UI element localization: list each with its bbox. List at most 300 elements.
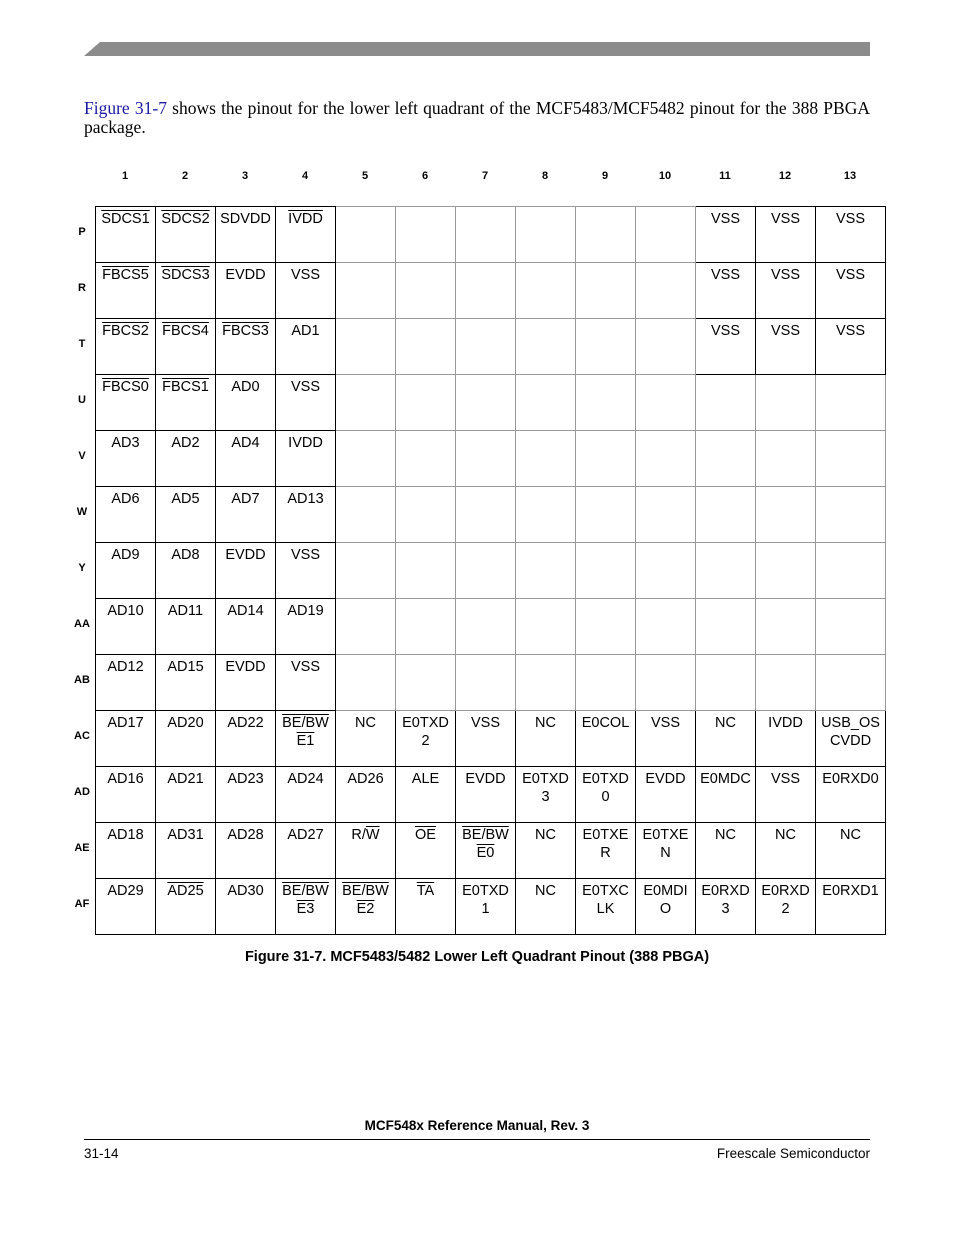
pin-name: E0COL xyxy=(581,715,630,731)
pin-name: AD31 xyxy=(167,827,204,843)
pin-cell xyxy=(696,319,756,375)
pin-name: VSS xyxy=(290,659,320,675)
empty-cell xyxy=(756,543,816,599)
pin-cell xyxy=(636,767,696,823)
pin-cell xyxy=(216,711,276,767)
empty-cell xyxy=(456,375,516,431)
pin-name: FBCS2 xyxy=(102,323,149,339)
pin-cell xyxy=(276,487,336,543)
pin-name: E0TXD xyxy=(522,771,569,787)
pin-name: AD28 xyxy=(227,827,264,843)
pin-cell xyxy=(396,767,456,823)
pin-name: $\overline{TA}$ xyxy=(416,883,435,899)
pin-name: VSS xyxy=(650,715,680,731)
figure-caption: Figure 31-7. MCF5483/5482 Lower Left Quadrant Pinout (388 PBGA) xyxy=(244,949,710,965)
pin-name: AD30 xyxy=(227,883,264,899)
empty-cell xyxy=(336,431,396,487)
pin-name: VSS xyxy=(770,771,800,787)
empty-cell xyxy=(336,655,396,711)
pin-cell xyxy=(156,263,216,319)
pin-name: E0TXD xyxy=(582,771,629,787)
empty-cell xyxy=(516,599,576,655)
empty-cell xyxy=(576,487,636,543)
row-header: AE xyxy=(74,842,90,854)
empty-cell xyxy=(756,431,816,487)
pin-cell xyxy=(576,767,636,823)
pin-name: BE/BW xyxy=(342,883,389,899)
pin-name: AD15 xyxy=(167,659,204,675)
pin-name: $R/\overline{W}$ xyxy=(351,827,380,843)
table-row xyxy=(96,879,886,935)
pin-cell xyxy=(216,319,276,375)
pin-name: E0MDI xyxy=(643,883,688,899)
empty-cell xyxy=(636,543,696,599)
pin-cell xyxy=(396,879,456,935)
pin-cell xyxy=(96,319,156,375)
table-row xyxy=(96,767,886,823)
pin-name: IVDD xyxy=(288,435,323,451)
pin-name-line2: N xyxy=(660,845,671,861)
pin-cell xyxy=(516,879,576,935)
pin-name: E0TXC xyxy=(582,883,629,899)
pin-name: BE/BW xyxy=(462,827,509,843)
pin-name: E0TXD xyxy=(462,883,509,899)
header-bar xyxy=(84,42,870,56)
pin-cell xyxy=(96,487,156,543)
pin-name: AD22 xyxy=(227,715,264,731)
empty-cell xyxy=(696,599,756,655)
pin-cell xyxy=(756,767,816,823)
pin-cell xyxy=(816,823,886,879)
pin-name: E0MDC xyxy=(700,771,751,787)
pin-cell xyxy=(516,767,576,823)
pin-cell xyxy=(576,879,636,935)
pin-cell xyxy=(816,263,886,319)
pin-name-line2: E1 xyxy=(296,733,315,749)
pin-cell xyxy=(576,823,636,879)
pin-name-line2: 2 xyxy=(421,733,430,749)
figure-link[interactable]: Figure 31-7 xyxy=(84,98,167,118)
pin-name-line2: CVDD xyxy=(829,733,872,749)
empty-cell xyxy=(336,543,396,599)
column-header: 2 xyxy=(181,170,189,182)
pin-cell xyxy=(636,823,696,879)
pin-name: E0RXD xyxy=(761,883,810,899)
pin-cell xyxy=(816,767,886,823)
pin-name: AD29 xyxy=(107,883,144,899)
pin-name: $\overline{OE}$ xyxy=(415,827,436,843)
pin-name: AD10 xyxy=(107,603,144,619)
pin-name: AD18 xyxy=(107,827,144,843)
table-row xyxy=(96,431,886,487)
empty-cell xyxy=(576,431,636,487)
pin-cell xyxy=(216,207,276,263)
empty-cell xyxy=(696,375,756,431)
pin-name: SDCS1 xyxy=(101,211,150,227)
table-row xyxy=(96,823,886,879)
pin-name: AD1 xyxy=(291,323,320,339)
empty-cell xyxy=(336,599,396,655)
pin-name: AD3 xyxy=(111,435,140,451)
pin-name: AD7 xyxy=(231,491,260,507)
pin-cell xyxy=(756,879,816,935)
row-header: W xyxy=(76,506,88,518)
pin-cell xyxy=(756,823,816,879)
pin-name: IVDD xyxy=(288,211,323,227)
pin-cell xyxy=(276,319,336,375)
empty-cell xyxy=(636,655,696,711)
pin-cell xyxy=(276,823,336,879)
pin-cell xyxy=(96,879,156,935)
footer-rule xyxy=(84,1139,870,1140)
pin-cell xyxy=(96,599,156,655)
pin-name: AD27 xyxy=(287,827,324,843)
pin-name: NC xyxy=(355,715,376,731)
empty-cell xyxy=(756,487,816,543)
intro-text: shows the pinout for the lower left quadrant of the MCF5483/MCF5482 pinout for the 388 PBGA package. xyxy=(84,98,870,137)
pin-name: VSS xyxy=(470,715,500,731)
row-header: V xyxy=(78,450,86,462)
pin-cell xyxy=(276,767,336,823)
pin-cell xyxy=(336,767,396,823)
pin-cell xyxy=(156,431,216,487)
pin-cell xyxy=(96,207,156,263)
pin-cell xyxy=(816,879,886,935)
pin-name-line2: 1 xyxy=(481,901,490,917)
table-row xyxy=(96,655,886,711)
empty-cell xyxy=(576,543,636,599)
pin-cell xyxy=(96,767,156,823)
pin-name: BE/BW xyxy=(282,883,329,899)
pin-cell xyxy=(756,207,816,263)
empty-cell xyxy=(516,487,576,543)
empty-cell xyxy=(396,207,456,263)
empty-cell xyxy=(576,207,636,263)
empty-cell xyxy=(396,319,456,375)
row-header: Y xyxy=(78,562,86,574)
pin-cell xyxy=(96,375,156,431)
intro-paragraph xyxy=(84,99,870,137)
empty-cell xyxy=(636,375,696,431)
column-header: 1 xyxy=(121,170,129,182)
pin-name: FBCS1 xyxy=(162,379,209,395)
pin-name: FBCS4 xyxy=(162,323,209,339)
empty-cell xyxy=(456,487,516,543)
table-row xyxy=(96,207,886,263)
pin-cell xyxy=(96,263,156,319)
empty-cell xyxy=(516,207,576,263)
pin-cell xyxy=(336,711,396,767)
pin-name: EVDD xyxy=(225,547,266,563)
pin-cell xyxy=(336,879,396,935)
empty-cell xyxy=(456,319,516,375)
pin-name: AD4 xyxy=(231,435,260,451)
empty-cell xyxy=(516,263,576,319)
pin-name: VSS xyxy=(835,211,865,227)
pin-name: NC xyxy=(775,827,796,843)
empty-cell xyxy=(816,543,886,599)
pin-cell xyxy=(456,767,516,823)
pin-cell xyxy=(156,879,216,935)
pin-cell xyxy=(96,711,156,767)
empty-cell xyxy=(336,207,396,263)
pin-name: NC xyxy=(535,827,556,843)
pin-name: VSS xyxy=(770,323,800,339)
pin-cell xyxy=(216,879,276,935)
empty-cell xyxy=(816,655,886,711)
empty-cell xyxy=(576,263,636,319)
pin-name: EVDD xyxy=(225,659,266,675)
pin-name: SDCS2 xyxy=(161,211,210,227)
pin-name: AD8 xyxy=(171,547,200,563)
pin-name-line2: 0 xyxy=(601,789,610,805)
pin-cell xyxy=(756,319,816,375)
pin-name: VSS xyxy=(710,267,740,283)
pin-name: NC xyxy=(535,715,556,731)
pin-name: FBCS0 xyxy=(102,379,149,395)
pin-cell xyxy=(816,319,886,375)
pin-name: VSS xyxy=(290,547,320,563)
pinout-table xyxy=(95,206,886,935)
pin-name: E0TXE xyxy=(642,827,689,843)
empty-cell xyxy=(696,487,756,543)
pin-cell xyxy=(216,767,276,823)
empty-cell xyxy=(636,487,696,543)
pin-name: NC xyxy=(535,883,556,899)
pin-name: AD21 xyxy=(167,771,204,787)
pin-name: AD19 xyxy=(287,603,324,619)
pin-cell xyxy=(276,655,336,711)
row-header: P xyxy=(78,226,86,238)
pin-name-line2: 3 xyxy=(541,789,550,805)
pin-cell xyxy=(696,207,756,263)
pin-cell xyxy=(276,711,336,767)
pin-cell xyxy=(96,655,156,711)
column-header: 11 xyxy=(719,170,731,182)
pin-name: EVDD xyxy=(465,771,506,787)
row-header: AF xyxy=(74,898,90,910)
pin-name: E0RXD1 xyxy=(822,883,879,899)
empty-cell xyxy=(396,599,456,655)
pin-name: ALE xyxy=(411,771,440,787)
pin-cell xyxy=(276,431,336,487)
pin-cell xyxy=(276,879,336,935)
empty-cell xyxy=(576,599,636,655)
pin-name: NC xyxy=(715,715,736,731)
table-row xyxy=(96,543,886,599)
empty-cell xyxy=(336,487,396,543)
pin-cell xyxy=(156,711,216,767)
pin-name: AD26 xyxy=(347,771,384,787)
row-header: T xyxy=(78,338,86,350)
empty-cell xyxy=(576,655,636,711)
empty-cell xyxy=(456,263,516,319)
pin-cell xyxy=(696,879,756,935)
empty-cell xyxy=(756,599,816,655)
empty-cell xyxy=(816,431,886,487)
empty-cell xyxy=(696,431,756,487)
pin-cell xyxy=(156,767,216,823)
pin-name: AD24 xyxy=(287,771,324,787)
empty-cell xyxy=(516,431,576,487)
pin-name: VSS xyxy=(290,379,320,395)
column-header: 13 xyxy=(843,170,857,182)
pin-cell xyxy=(276,543,336,599)
pin-cell xyxy=(636,879,696,935)
pin-name: AD0 xyxy=(231,379,260,395)
pin-cell xyxy=(696,263,756,319)
pin-cell xyxy=(396,711,456,767)
empty-cell xyxy=(576,375,636,431)
pin-name-line2: LK xyxy=(596,901,615,917)
empty-cell xyxy=(756,655,816,711)
pin-cell xyxy=(756,263,816,319)
pin-cell xyxy=(156,599,216,655)
pin-name: AD20 xyxy=(167,715,204,731)
pin-cell xyxy=(216,431,276,487)
pin-cell xyxy=(156,319,216,375)
pin-cell xyxy=(156,487,216,543)
column-header: 12 xyxy=(778,170,792,182)
pin-cell xyxy=(216,375,276,431)
pin-cell xyxy=(156,655,216,711)
column-header: 10 xyxy=(658,170,672,182)
pin-cell xyxy=(696,767,756,823)
pin-cell xyxy=(96,431,156,487)
pin-name-line2: 2 xyxy=(781,901,790,917)
pin-cell xyxy=(576,711,636,767)
pin-cell xyxy=(216,487,276,543)
empty-cell xyxy=(816,487,886,543)
pin-name: AD16 xyxy=(107,771,144,787)
pin-name: FBCS3 xyxy=(222,323,269,339)
row-header: AD xyxy=(74,786,90,798)
empty-cell xyxy=(396,543,456,599)
pin-name: VSS xyxy=(770,267,800,283)
pin-cell xyxy=(456,879,516,935)
pin-name-line2: E0 xyxy=(476,845,495,861)
pin-cell xyxy=(696,711,756,767)
empty-cell xyxy=(516,319,576,375)
pin-cell xyxy=(156,207,216,263)
table-row xyxy=(96,487,886,543)
table-row xyxy=(96,263,886,319)
empty-cell xyxy=(456,431,516,487)
empty-cell xyxy=(456,599,516,655)
pin-name: AD9 xyxy=(111,547,140,563)
empty-cell xyxy=(456,655,516,711)
empty-cell xyxy=(636,263,696,319)
pin-name-line2: 3 xyxy=(721,901,730,917)
empty-cell xyxy=(516,375,576,431)
pin-name: AD23 xyxy=(227,771,264,787)
pin-name: AD17 xyxy=(107,715,144,731)
pin-cell xyxy=(456,711,516,767)
empty-cell xyxy=(756,375,816,431)
pin-name: NC xyxy=(840,827,861,843)
pin-cell xyxy=(456,823,516,879)
empty-cell xyxy=(696,655,756,711)
pin-name-line2: E3 xyxy=(296,901,315,917)
pin-name: E0RXD0 xyxy=(822,771,879,787)
pin-name: AD13 xyxy=(287,491,324,507)
pin-name: IVDD xyxy=(768,715,803,731)
pin-name: EVDD xyxy=(225,267,266,283)
pin-cell xyxy=(336,823,396,879)
column-header: 9 xyxy=(601,170,609,182)
pin-name-line2: O xyxy=(659,901,672,917)
pin-cell xyxy=(696,823,756,879)
column-header: 5 xyxy=(361,170,369,182)
table-row xyxy=(96,711,886,767)
pin-name: SDVDD xyxy=(220,211,271,227)
pin-name: E0TXE xyxy=(582,827,629,843)
pin-cell xyxy=(156,543,216,599)
pin-cell xyxy=(516,711,576,767)
pin-name-line2: R xyxy=(600,845,611,861)
pin-name: VSS xyxy=(710,211,740,227)
pin-name: AD5 xyxy=(171,491,200,507)
pin-name: AD12 xyxy=(107,659,144,675)
pin-cell xyxy=(816,711,886,767)
pin-name: AD14 xyxy=(227,603,264,619)
pin-cell xyxy=(276,375,336,431)
table-row xyxy=(96,599,886,655)
table-row xyxy=(96,375,886,431)
table-row xyxy=(96,319,886,375)
empty-cell xyxy=(636,431,696,487)
empty-cell xyxy=(456,207,516,263)
row-header: U xyxy=(78,394,86,406)
pin-cell xyxy=(516,823,576,879)
empty-cell xyxy=(636,207,696,263)
row-header: R xyxy=(78,282,86,294)
pin-name: VSS xyxy=(770,211,800,227)
empty-cell xyxy=(816,375,886,431)
pin-name-line2: E2 xyxy=(356,901,375,917)
pin-name: BE/BW xyxy=(282,715,329,731)
pin-cell xyxy=(636,711,696,767)
pin-cell xyxy=(96,823,156,879)
pin-cell xyxy=(216,543,276,599)
pin-cell xyxy=(816,207,886,263)
column-header: 6 xyxy=(421,170,429,182)
column-header: 4 xyxy=(301,170,309,182)
pin-name: AD2 xyxy=(171,435,200,451)
manual-title: MCF548x Reference Manual, Rev. 3 xyxy=(364,1118,590,1133)
pin-name: FBCS5 xyxy=(102,267,149,283)
empty-cell xyxy=(396,487,456,543)
row-header: AC xyxy=(74,730,90,742)
row-header: AB xyxy=(74,674,90,686)
pin-name: USB_OS xyxy=(821,715,880,731)
row-header: AA xyxy=(74,618,90,630)
page-number: 31-14 xyxy=(84,1146,119,1161)
pin-cell xyxy=(276,599,336,655)
empty-cell xyxy=(336,263,396,319)
empty-cell xyxy=(636,319,696,375)
pin-cell xyxy=(216,263,276,319)
empty-cell xyxy=(396,263,456,319)
column-header: 7 xyxy=(481,170,489,182)
empty-cell xyxy=(396,431,456,487)
pin-name: NC xyxy=(715,827,736,843)
pin-name: VSS xyxy=(835,267,865,283)
empty-cell xyxy=(516,543,576,599)
pin-cell xyxy=(216,823,276,879)
pin-name: VSS xyxy=(290,267,320,283)
pin-cell xyxy=(156,375,216,431)
